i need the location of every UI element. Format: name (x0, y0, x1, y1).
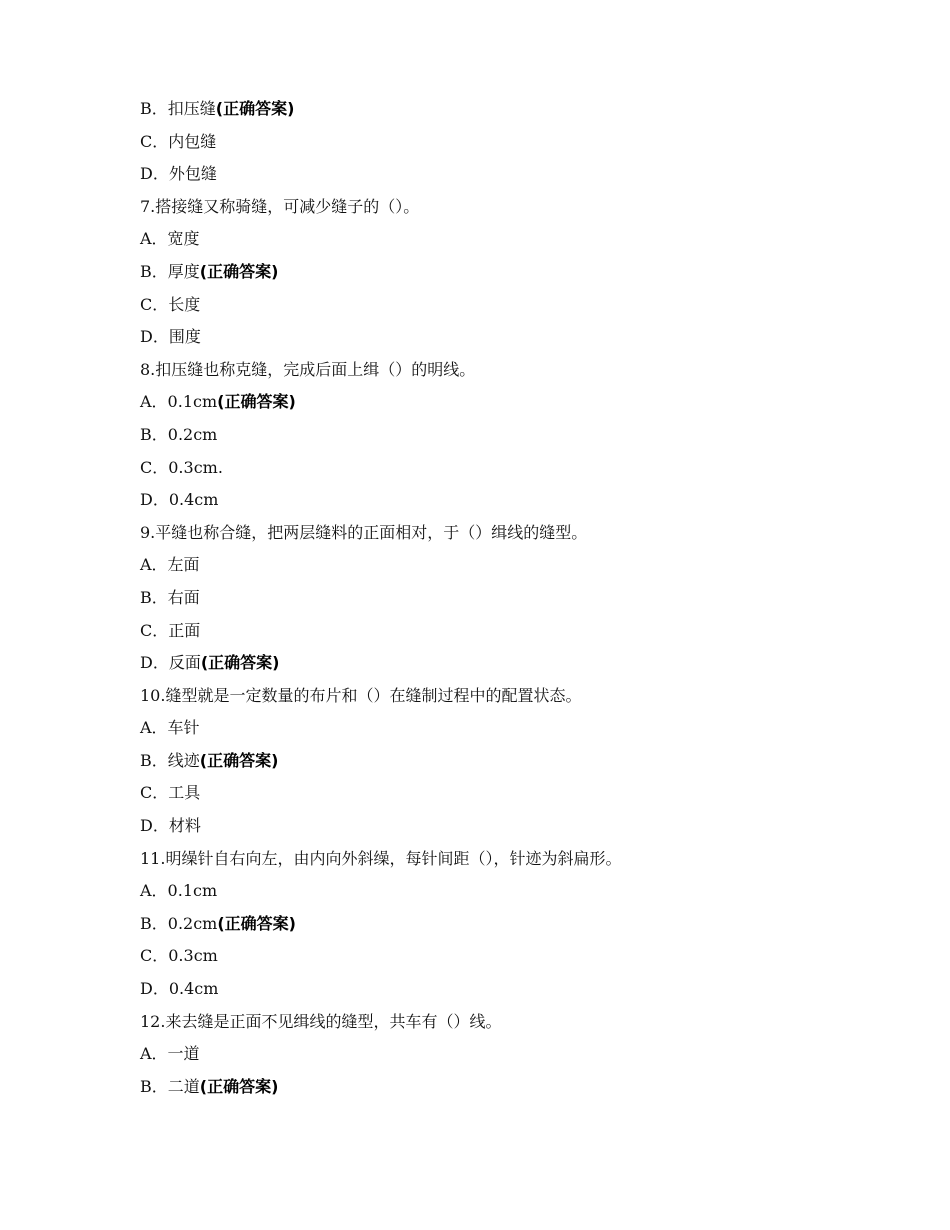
question-stem: 12.来去缝是正面不见缉线的缝型，共车有（）线。 (140, 1011, 502, 1031)
option-text: C．0.3cm. (140, 457, 223, 477)
correct-answer-marker: (正确答案) (199, 750, 279, 770)
question-stem: 10.缝型就是一定数量的布片和（）在缝制过程中的配置状态。 (140, 685, 582, 705)
correct-answer-marker: (正确答案) (215, 99, 295, 118)
option-line (140, 291, 900, 324)
question-text (140, 682, 900, 715)
correct-answer-marker: (正确答案) (217, 392, 296, 412)
question-stem: 8.扣压缝也称克缝，完成后面上缉（）的明线。 (140, 359, 476, 379)
option-line (140, 714, 900, 747)
option-line (140, 747, 900, 780)
option-text: B．线迹 (140, 750, 200, 770)
option-text: C．内包缝 (140, 131, 217, 151)
option-text: C．工具 (140, 783, 201, 803)
option-line (140, 421, 900, 454)
option-text: D．0.4cm (140, 979, 219, 999)
option-text: D．反面 (140, 653, 201, 673)
option-line (140, 1073, 900, 1106)
option-line (140, 942, 900, 975)
option-line (140, 454, 900, 487)
question-list (140, 95, 900, 1105)
option-line (140, 877, 900, 910)
option-line (140, 388, 900, 421)
question-stem: 11.明缲针自右向左，由内向外斜缲，每针间距（），针迹为斜扁形。 (140, 848, 622, 868)
option-line (140, 812, 900, 845)
correct-answer-marker: (正确答案) (199, 261, 279, 281)
option-text: D．材料 (140, 816, 201, 836)
option-line (140, 975, 900, 1008)
option-text: B．厚度 (140, 261, 200, 281)
option-text: B．扣压缝 (140, 99, 216, 118)
option-line (140, 486, 900, 519)
option-line (140, 649, 900, 682)
question-text (140, 356, 900, 389)
correct-answer-marker: (正确答案) (217, 913, 296, 933)
option-line (140, 779, 900, 812)
correct-answer-marker: (正确答案) (200, 653, 280, 673)
option-line (140, 128, 900, 161)
option-text: C．正面 (140, 620, 201, 640)
option-line (140, 323, 900, 356)
question-stem: 9.平缝也称合缝，把两层缝料的正面相对，于（）缉线的缝型。 (140, 522, 588, 542)
option-text: B．0.2cm (140, 424, 218, 444)
option-text: B．右面 (140, 587, 200, 607)
option-line (140, 617, 900, 650)
option-line (140, 95, 900, 128)
option-line (140, 225, 900, 258)
option-text: A．宽度 (140, 229, 200, 249)
option-text: D．围度 (140, 327, 201, 347)
option-line (140, 551, 900, 584)
correct-answer-marker: (正确答案) (199, 1076, 279, 1096)
option-text: D．0.4cm (140, 490, 219, 510)
option-text: A．0.1cm (140, 881, 218, 901)
option-line (140, 258, 900, 291)
option-text: C．长度 (140, 294, 201, 314)
option-text: C．0.3cm (140, 946, 218, 966)
option-text: A．左面 (140, 555, 200, 575)
option-line (140, 910, 900, 943)
option-line (140, 1040, 900, 1073)
option-text: A．一道 (140, 1044, 200, 1064)
question-text (140, 1008, 900, 1041)
question-text (140, 845, 900, 878)
option-text: B．二道 (140, 1076, 200, 1096)
question-text (140, 193, 900, 226)
question-text (140, 519, 900, 552)
option-text: A．0.1cm (140, 392, 218, 412)
option-line (140, 584, 900, 617)
question-stem: 7.搭接缝又称骑缝，可减少缝子的（）。 (140, 196, 420, 216)
option-text: D．外包缝 (140, 164, 217, 184)
option-line (140, 160, 900, 193)
option-text: A．车针 (140, 718, 200, 738)
option-text: B．0.2cm (140, 913, 218, 933)
